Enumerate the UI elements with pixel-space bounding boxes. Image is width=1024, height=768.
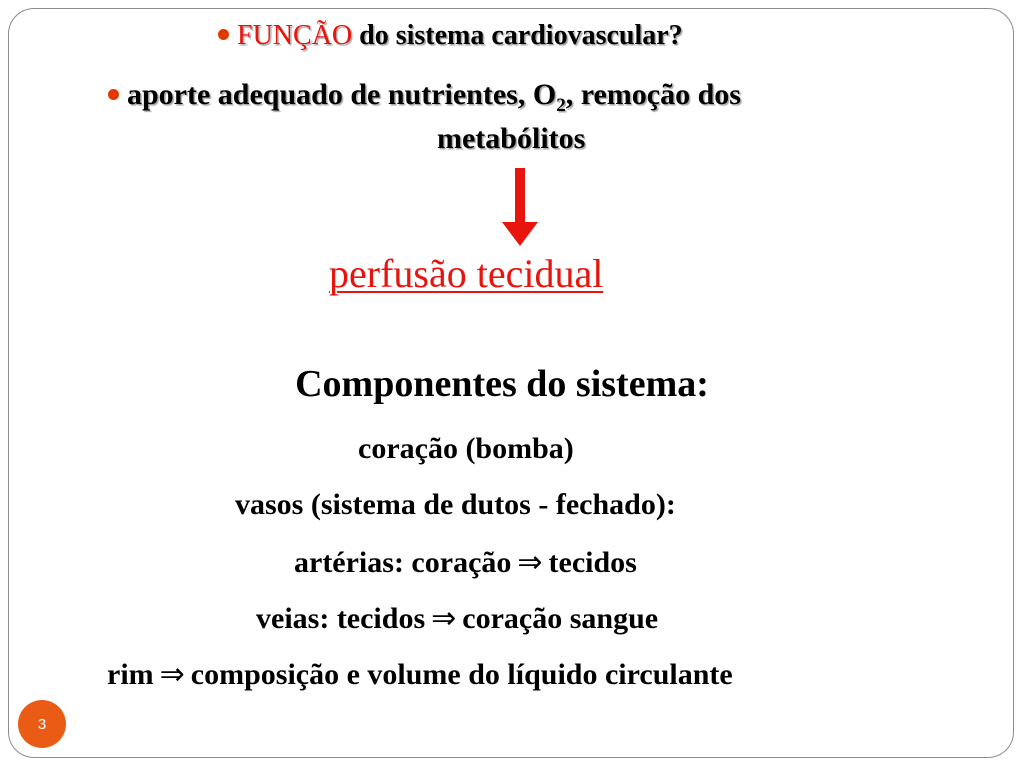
function-highlight: FUNÇÃO bbox=[237, 20, 353, 51]
components-title: Componentes do sistema: bbox=[295, 363, 709, 405]
supply-text-after: , remoção dos bbox=[565, 78, 741, 111]
function-text: do sistema cardiovascular? bbox=[359, 20, 683, 51]
perfusion-label: perfusão tecidual bbox=[329, 251, 604, 296]
implies-icon: ⇒ bbox=[517, 545, 543, 580]
kidney-left: rim bbox=[107, 658, 154, 691]
implies-icon: ⇒ bbox=[159, 657, 185, 692]
component-heart: coração (bomba) bbox=[358, 432, 574, 465]
veins-right: coração sangue bbox=[462, 602, 659, 635]
bullet-function bbox=[218, 20, 683, 52]
page-number-badge: 3 bbox=[18, 700, 66, 748]
component-veins bbox=[256, 601, 658, 636]
bullet-supply bbox=[108, 78, 741, 117]
veins-left: veias: tecidos bbox=[256, 602, 426, 635]
oxygen-subscript: 2 bbox=[556, 95, 566, 116]
implies-icon: ⇒ bbox=[431, 601, 457, 636]
bullet-icon bbox=[108, 89, 119, 100]
bullet-supply-continuation: metabólitos bbox=[437, 122, 586, 155]
red-down-arrow-icon bbox=[500, 168, 540, 253]
bullet-icon bbox=[218, 29, 229, 40]
component-vessels: vasos (sistema de dutos - fechado): bbox=[235, 488, 676, 521]
component-kidney bbox=[107, 657, 733, 692]
supply-text: aporte adequado de nutrientes, O bbox=[127, 78, 557, 111]
kidney-right: composição e volume do líquido circulante bbox=[190, 658, 733, 691]
component-arteries bbox=[294, 545, 637, 580]
arteries-right: tecidos bbox=[548, 546, 637, 579]
arteries-left: artérias: coração bbox=[294, 546, 512, 579]
